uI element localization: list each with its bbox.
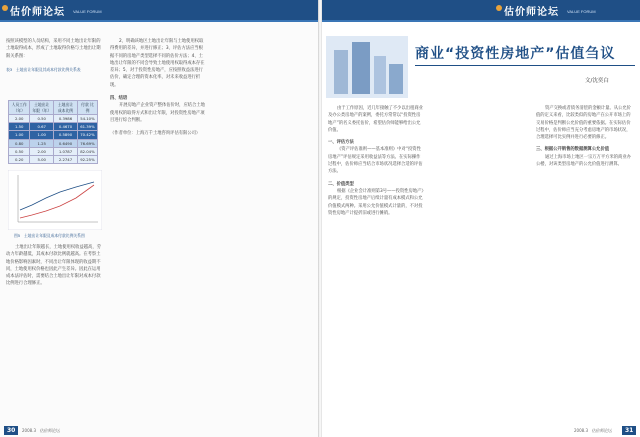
- right-page-number: 31: [622, 426, 636, 435]
- left-header-strip: [0, 20, 320, 22]
- article-author: 文/沈奕白: [585, 78, 609, 84]
- figure-caption: 图5 土地出让年限及成本付款比例关系图: [14, 233, 85, 238]
- right-column-1: [328, 105, 424, 217]
- table-row: [9, 115, 98, 123]
- right-header-strip: [320, 20, 640, 22]
- table-cell: 1.50: [9, 123, 30, 131]
- left-header-bar: [0, 0, 320, 20]
- table-row: [9, 139, 98, 147]
- table-row: [9, 131, 98, 139]
- author-note: （作者单位：上海万千土地咨询评估有限公司）: [110, 131, 201, 137]
- table-row: [9, 147, 98, 155]
- intro-paragraph: 由于工作原因，近几年接触了不少以出租商业及办公类房地产的案例，委托方常常以“投资性房地产”的名义委托估价，希望估价师能够给出公允价值。: [328, 106, 423, 133]
- table-cell: 2.00: [30, 147, 54, 155]
- ratio-line-figure: [8, 170, 102, 230]
- table-header-cell: 人员工作 （年）: [9, 101, 30, 115]
- table-header-cell: 付款 比例: [77, 101, 97, 115]
- table-caption: 表3 土地出让年限及其成本付款比例关系表: [6, 66, 81, 72]
- col3-body: 资产交换或者债务清偿的金额计量。从公允价值的定义来看，比较类似的房地产在公开市场上的交易价格是判断公允价值的重要依据。在实际估价过程中，估价师应当充分考虑房地产的市场状况，合理选择可比实例并进行必要的修正。: [536, 106, 631, 141]
- header-dot-icon: [496, 5, 502, 11]
- right-page: [320, 0, 640, 437]
- table-cell: 2.00: [9, 115, 30, 123]
- headline-rule: [415, 65, 635, 66]
- section-4-body: 开展房地产企业资产整体估价时，应结合土地使用权的取得方式和出让年限，对投资性房地产项目进行综合判断。: [110, 103, 205, 123]
- table-header-cell: 土地出让 年限（年）: [30, 101, 54, 115]
- left-column-1: [6, 38, 102, 73]
- right-footer-text: 2008.3 估价师论坛: [574, 428, 612, 433]
- section-1-title: 一、评估方法: [328, 140, 354, 146]
- article-headline: 商业“投资性房地产”估值刍议: [415, 46, 616, 62]
- right-header-title: 估价师论坛: [504, 7, 559, 18]
- right-header-bar: [320, 0, 640, 20]
- book-spine: [318, 0, 322, 437]
- section-3-title: 三、根据公开销售的数据测算公允价值: [536, 147, 610, 153]
- cost-ratio-table: [8, 100, 98, 164]
- table-cell: 0.5890: [54, 131, 78, 139]
- col1-intro: 按照该模型的人员结构，采用不同土地出让年限的土地取得成本，形成了土地取得价格与土地出让期限关系图：: [6, 39, 101, 59]
- table-cell: 0.6490: [54, 139, 78, 147]
- right-header-subtitle: VALUE FORUM: [567, 9, 596, 14]
- table-cell: 54.10%: [77, 115, 97, 123]
- left-footer-text: 2008.3 估价师论坛: [22, 428, 60, 433]
- table-cell: 5.00: [30, 155, 54, 163]
- table-cell: 0.4670: [54, 123, 78, 131]
- table-cell: 0.67: [30, 123, 54, 131]
- table-cell: 0.50: [30, 115, 54, 123]
- table-cell: 2.2747: [54, 155, 78, 163]
- col1-body: 土地出让年限越长，土地使用权收益越高，劳动力年龄越低，其成本付款比例就越高。在考察土地价格影响因素时，不同出让年限体现的收益期不同，土地使用权价格也因此产生差异。因此在运用成本法评估时，需要结合土地出让年限对成本付款比例进行合理修正。: [6, 245, 101, 287]
- table-cell: 1.0787: [54, 147, 78, 155]
- left-column-1-body: [6, 244, 102, 288]
- table-cell: 82.04%: [77, 147, 97, 155]
- table-cell: 70.42%: [77, 131, 97, 139]
- table-row: [9, 155, 98, 163]
- col2-body: 2、明确该地区土地出让年限与土地使用权取得费用的差异，并进行修正；3、评估方法应当根据不同的房地产类型选择不同的估价方法；4、土地出让年限的不同会导致土地使用权取得成本存在差异；5、对于投资性房地产，应按照收益法进行估价，确定合理的资本化率，对未来收益进行折现。: [110, 39, 205, 88]
- table-cell: 1.25: [30, 139, 54, 147]
- table-cell: 0.50: [9, 147, 30, 155]
- building-banner-image: [326, 36, 408, 98]
- table-header-cell: 土地出让 成本比例: [54, 101, 78, 115]
- table-cell: 1.00: [30, 131, 54, 139]
- section-4-title: 四、结语: [110, 96, 128, 102]
- table-cell: 1.00: [9, 131, 30, 139]
- left-page-number: 30: [4, 426, 18, 435]
- table-cell: 0.3986: [54, 115, 78, 123]
- table-cell: 61.39%: [77, 123, 97, 131]
- table-cell: 0.80: [9, 139, 30, 147]
- left-header-subtitle: VALUE FORUM: [73, 9, 102, 14]
- table-row: [9, 123, 98, 131]
- section-1-body: 《资产评估准则——基本准则》中对“投资性房地产”评估规定采用收益法等方法。在实际操作过程中，估价师应当结合市场状况选择合适的评估方法。: [328, 147, 423, 175]
- section-2-title: 二、价值类型: [328, 181, 354, 187]
- left-column-2: [110, 38, 206, 138]
- table-cell: 0.20: [9, 155, 30, 163]
- section-2-body: 根据《企业会计准则第3号——投资性房地产》的规定，投资性房地产后续计量有成本模式和公允价值模式两种。采用公允价值模式计量的，不对投资性房地产计提折旧或进行摊销。: [328, 188, 424, 216]
- header-dot-icon: [2, 5, 8, 11]
- table-cell: 92.25%: [77, 155, 97, 163]
- table-header-row: [9, 101, 98, 115]
- section-3-body: 通过上海市场上地区一宗万万平方米的商业办公楼，对该类型房地产的公允价值进行测算。: [536, 154, 631, 168]
- left-header-title: 估价师论坛: [10, 7, 65, 18]
- right-column-3: [536, 105, 632, 168]
- table-cell: 76.69%: [77, 139, 97, 147]
